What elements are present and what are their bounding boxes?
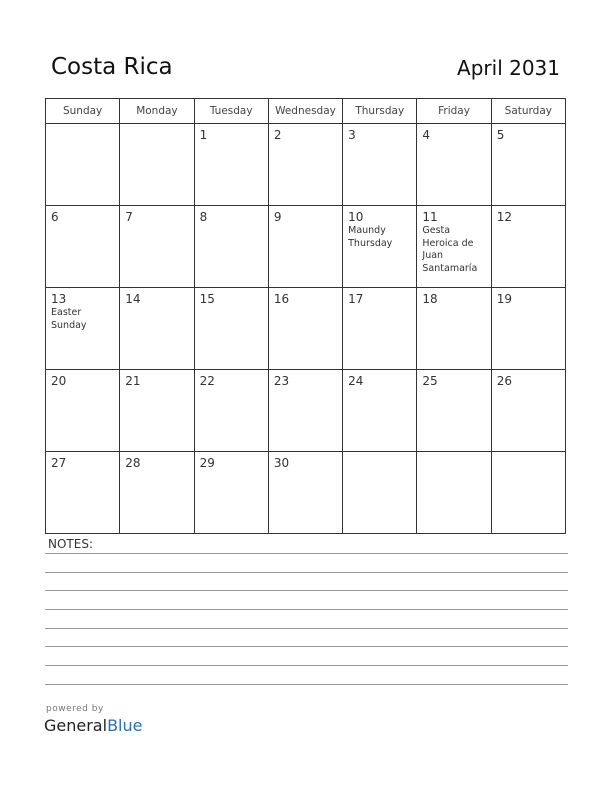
day-cell <box>491 124 565 206</box>
day-number: 28 <box>125 456 141 470</box>
weekday-header-row <box>46 99 566 124</box>
day-number: 14 <box>125 292 141 306</box>
day-number: 15 <box>199 292 215 306</box>
day-number: 21 <box>125 374 141 388</box>
notes-label: NOTES: <box>48 537 93 551</box>
note-line <box>45 572 568 573</box>
holiday-label: Easter Sunday <box>51 307 87 331</box>
note-line <box>45 684 568 685</box>
day-number: 5 <box>496 128 505 142</box>
day-cell <box>417 288 491 370</box>
day-number: 4 <box>422 128 431 142</box>
day-number: 16 <box>273 292 290 306</box>
day-cell <box>343 452 417 534</box>
day-number: 10 <box>348 210 364 224</box>
calendar-grid <box>45 98 566 534</box>
day-number: 24 <box>348 374 364 388</box>
brand-blue: Blue <box>107 716 143 735</box>
day-cell <box>46 452 120 534</box>
day-cell <box>120 124 194 206</box>
day-number: 12 <box>496 210 512 224</box>
week-row <box>46 206 566 288</box>
holiday-label: Maundy Thursday <box>348 225 393 249</box>
powered-by-text: powered by <box>46 704 104 714</box>
day-number: 29 <box>199 456 215 470</box>
day-cell <box>46 288 120 370</box>
day-number: 17 <box>348 292 364 306</box>
holiday-label: Gesta Heroica de Juan Santamaría <box>422 225 478 274</box>
note-line <box>45 665 568 666</box>
weekday-wednesday: Wednesday <box>268 99 342 124</box>
day-number: 6 <box>51 210 59 224</box>
week-row <box>46 288 566 370</box>
day-cell <box>268 124 342 206</box>
day-cell <box>417 206 491 288</box>
day-number: 23 <box>273 374 290 388</box>
weekday-sunday: Sunday <box>46 99 120 124</box>
day-number: 26 <box>496 374 512 388</box>
day-cell <box>268 452 342 534</box>
month-title: April 2031 <box>457 56 560 80</box>
note-line <box>45 646 568 647</box>
day-number: 27 <box>51 456 67 470</box>
day-number: 8 <box>199 210 208 224</box>
brand-general: General <box>44 716 108 735</box>
day-cell <box>417 370 491 452</box>
day-cell <box>46 206 120 288</box>
day-cell <box>417 124 491 206</box>
day-cell <box>194 452 268 534</box>
day-cell <box>417 452 491 534</box>
day-cell <box>46 370 120 452</box>
day-number: 22 <box>199 374 215 388</box>
day-cell <box>120 452 194 534</box>
day-cell <box>46 124 120 206</box>
day-cell <box>120 288 194 370</box>
day-cell <box>194 206 268 288</box>
day-number: 18 <box>422 292 438 306</box>
day-number: 13 <box>51 292 67 306</box>
weekday-tuesday: Tuesday <box>194 99 268 124</box>
weekday-monday: Monday <box>120 99 194 124</box>
weekday-thursday: Thursday <box>343 99 417 124</box>
weekday-friday: Friday <box>417 99 491 124</box>
note-line <box>45 609 568 610</box>
day-number: 9 <box>273 210 282 224</box>
day-cell <box>194 124 268 206</box>
day-cell <box>343 370 417 452</box>
day-number: 30 <box>273 456 290 470</box>
day-cell <box>343 206 417 288</box>
country-title: Costa Rica <box>51 54 173 80</box>
day-number: 2 <box>273 128 282 142</box>
day-number: 20 <box>51 374 67 388</box>
day-number: 25 <box>422 374 438 388</box>
week-row <box>46 124 566 206</box>
day-number: 19 <box>496 292 512 306</box>
day-cell <box>268 288 342 370</box>
day-cell <box>491 370 565 452</box>
note-line <box>45 628 568 629</box>
day-cell <box>491 206 565 288</box>
week-row <box>46 452 566 534</box>
day-cell <box>343 288 417 370</box>
day-cell <box>120 206 194 288</box>
week-row <box>46 370 566 452</box>
note-line <box>45 553 568 554</box>
day-cell <box>268 206 342 288</box>
day-number: 1 <box>199 128 208 142</box>
day-cell <box>343 124 417 206</box>
day-number: 3 <box>348 128 356 142</box>
day-cell <box>268 370 342 452</box>
generalblue-logo <box>44 716 142 735</box>
day-cell <box>194 288 268 370</box>
day-cell <box>491 288 565 370</box>
note-line <box>45 590 568 591</box>
day-cell <box>491 452 565 534</box>
day-number: 7 <box>125 210 133 224</box>
day-number: 11 <box>422 210 438 224</box>
day-cell <box>194 370 268 452</box>
weekday-saturday: Saturday <box>491 99 565 124</box>
day-cell <box>120 370 194 452</box>
